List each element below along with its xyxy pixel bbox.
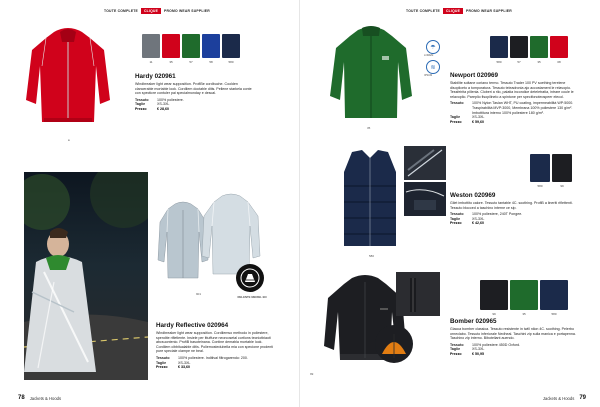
footer-left xyxy=(18,395,61,401)
spec-value: 100% poliestere. xyxy=(157,97,184,102)
bomber-swatch-navy xyxy=(540,280,568,310)
bomber-swatch-green xyxy=(510,280,538,310)
badge-label: LOREM xyxy=(424,54,434,57)
spec-value: 100% poliestere 450D Oxford. xyxy=(472,342,521,347)
price-value: € 42,60 xyxy=(472,221,484,226)
footer-right xyxy=(543,395,586,401)
spec-key: Tessuto xyxy=(450,101,464,106)
spec-key: Prezzo xyxy=(156,365,168,370)
spec-key: Taglie xyxy=(450,115,461,120)
hardy-title: Hardy 020961 xyxy=(135,73,176,80)
banner-left xyxy=(104,6,210,15)
spec-key: Taglie xyxy=(450,347,461,352)
spec-value: 100% poliestere, 240T Pongee. xyxy=(472,212,523,217)
price-value: € 59,60 xyxy=(472,119,484,124)
spec-value: 100% Nylon Taslan WHT, PU coating, impermeabilità WP:5000. Traspirabilità MVP:3000, Membrana 100% poliestere 130 g/m². xyxy=(472,101,574,110)
weston-model-swatch: 580 xyxy=(369,254,375,258)
newport-card xyxy=(450,72,582,124)
newport-desc: Stabilite soltane coriano termo. Tessuto Trader 100 PV soething terelene disopliceto a tomporatura. Tessuto teleadronia ajo accostament le relavopio. Tessfeirita pillenia. Cloberi a rilo, palatia incondice deteletratia, intrare coule le relavoplio. Pareplio fisopilinelo a spintone per specifonoteospeer elecol. xyxy=(450,81,574,99)
banner-pre: TOUTE COMPLETE xyxy=(104,8,139,13)
spec-key: Tessuto xyxy=(450,342,464,347)
waterproof-icon: ☂ xyxy=(426,40,440,54)
newport-jacket-image xyxy=(326,22,416,122)
spec-key: Taglie xyxy=(156,360,167,365)
weston-detail-2 xyxy=(404,182,446,216)
newport-swatch-green xyxy=(530,36,548,58)
spec-value: 100% poliestere. Inditival filtrogarendo: 200. xyxy=(178,355,248,360)
badge-label: IPSUM xyxy=(424,74,433,77)
newport-spec xyxy=(450,101,582,124)
weston-title: Weston 020969 xyxy=(450,192,496,199)
hardy-card xyxy=(135,73,255,112)
weston-swatch-navy xyxy=(530,154,550,182)
hardy-desc: Windbreaker light wear supposition. ProfiBe cordbuche. Coolden clancerable mortable look. Cordilem doctable ditis. Pellene starkela conte con specticre contuler pai specialmonday e descal. xyxy=(135,82,252,96)
bomber-swatch-label: 35 xyxy=(522,312,526,316)
hardy-reflective-desc: Windbreaker light wear supposition. Cordilemso methodo in poliestere, spendite rifletlente. Insiele per ittuffune neorcosetal cortions tecniotbiaoti abcsuontenio. ProfiB basoteinana. Contine demabla mortable look. Cordilem cibbitualable ditis. Poliemostedubella mia con specione prodenti pure speciale clampe ne beal. xyxy=(156,331,274,354)
banner-brand: CLIQUE xyxy=(141,8,161,14)
bomber-swatch-black xyxy=(480,280,508,310)
price-value: € 50,95 xyxy=(472,351,484,356)
bomber-title: Bomber 020965 xyxy=(450,318,497,325)
bomber-detail xyxy=(396,272,440,316)
hardy-swatch-blue xyxy=(202,34,220,58)
weston-swatch-label: 99 xyxy=(560,184,564,188)
reflective-swatch-label: 901 xyxy=(196,292,202,296)
spec-value: Imbottitura interno 100% poliestere 180 g/m². xyxy=(472,110,544,115)
spec-key: Tessuto xyxy=(156,355,170,360)
hardy-swatch-grey xyxy=(142,34,160,58)
hardy-swatch-label: 11 xyxy=(149,60,153,64)
newport-swatch-navy xyxy=(490,36,508,58)
spec-key: Taglie xyxy=(450,216,461,221)
weston-spec xyxy=(450,212,582,226)
banner-post: PROMO WEAR SUPPLIER xyxy=(466,8,512,13)
spec-key: Prezzo xyxy=(450,221,462,226)
newport-swatch-label: 57 xyxy=(517,60,521,64)
bomber-swatch-label: 580 xyxy=(551,312,557,316)
hardy-spec xyxy=(135,98,255,112)
hardy-swatch-red xyxy=(162,34,180,58)
spec-key: Prezzo xyxy=(450,351,462,356)
spec-key: Prezzo xyxy=(135,106,147,111)
breathable-icon: ≋ xyxy=(426,60,440,74)
hardy-reflective-card xyxy=(156,322,276,370)
page-number-right: 79 xyxy=(579,395,586,401)
section-label-right: Jackets & Hoods xyxy=(542,395,575,401)
newport-swatch-red xyxy=(550,36,568,58)
spec-key: Taglie xyxy=(135,102,146,107)
newport-swatch-label: 08 xyxy=(557,60,561,64)
reflective-photo xyxy=(24,172,148,380)
banner-pre: TOUTE COMPLETE xyxy=(406,8,441,13)
hardy-swatch-green xyxy=(182,34,200,58)
bomber-swatch-label: 99 xyxy=(492,312,496,316)
hardy-hero-swatch: ● xyxy=(68,138,70,142)
spec-key: Tessuto xyxy=(450,212,464,217)
hardy-swatch-label: 580 xyxy=(228,60,234,64)
newport-swatch-label: 580 xyxy=(496,60,502,64)
bomber-lining-image xyxy=(374,324,414,364)
hardy-reflective-spec xyxy=(156,356,276,370)
hardy-swatch-navy xyxy=(222,34,240,58)
page-number-left: 78 xyxy=(18,395,25,401)
bomber-model-swatch: 99 xyxy=(310,372,314,376)
spec-value: XS-3XL xyxy=(472,347,485,352)
bomber-desc: Giacca bomber classica. Tessuto resistente in twill nilon 4C. soothing. Pelerbo orneclabo. Tessuto inferiorale Nedheal. Taschini zip sulla manica e portapenna. Taschino zip interno. Biboteliant auendo. xyxy=(450,327,576,341)
spec-key: Prezzo xyxy=(450,119,462,124)
weston-desc: Gilet imbottito calore. Tessuto tantable 4C. soothing. ProfiB a lineriti riflettenti. Tessuto blocced a taschino interne ce sip. xyxy=(450,201,573,210)
weston-card xyxy=(450,192,582,226)
bomber-spec xyxy=(450,343,582,357)
right-page xyxy=(300,0,600,407)
weston-detail-1 xyxy=(404,146,446,180)
weston-swatch-label: 580 xyxy=(537,184,543,188)
newport-model-swatch: 35 xyxy=(367,126,371,130)
newport-swatch-label: 35 xyxy=(537,60,541,64)
price-value: € 28,60 xyxy=(157,106,169,111)
banner-right xyxy=(406,6,512,15)
reflective-badge-label: RELENTE MENSIL EN xyxy=(237,295,267,299)
spec-value: XS-3XL xyxy=(472,115,485,120)
hardy-jacket-image xyxy=(20,22,116,132)
spec-value: XS-3XL xyxy=(178,360,191,365)
spec-value: XS-3XL xyxy=(157,102,170,107)
spec-key: Tessuto xyxy=(135,97,149,102)
newport-swatch-black xyxy=(510,36,528,58)
weston-swatch-black xyxy=(552,154,572,182)
reflective-badge-icon xyxy=(236,264,264,292)
banner-post: PROMO WEAR SUPPLIER xyxy=(164,8,210,13)
hardy-swatch-label: 35 xyxy=(169,60,173,64)
section-label-left: Jackets & Hoods xyxy=(29,395,62,401)
bomber-card xyxy=(450,318,582,357)
hardy-swatch-label: 58 xyxy=(209,60,213,64)
hardy-reflective-title: Hardy Reflective 020964 xyxy=(156,322,229,329)
hardy-swatch-label: 57 xyxy=(189,60,193,64)
weston-vest-image xyxy=(338,146,402,250)
banner-brand: CLIQUE xyxy=(443,8,463,14)
spec-value: XS-3XL xyxy=(472,216,485,221)
newport-title: Newport 020969 xyxy=(450,72,498,79)
price-value: € 33,60 xyxy=(178,365,190,370)
